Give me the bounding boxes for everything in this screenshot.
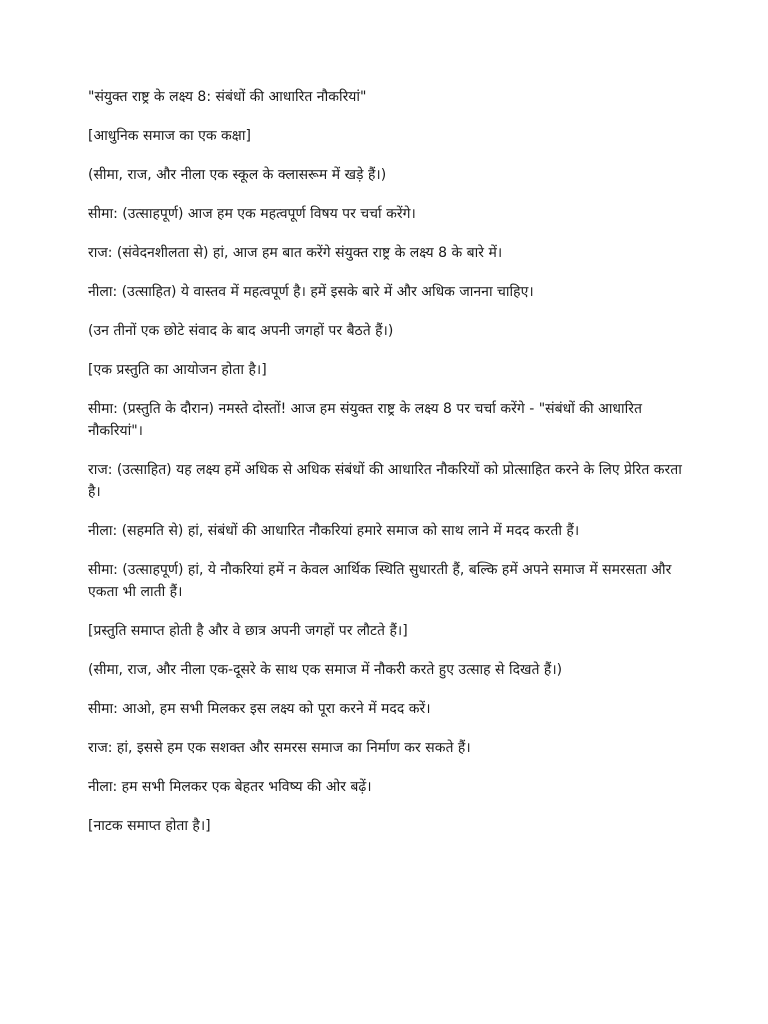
dialogue-line: राज: (उत्साहित) यह लक्ष्य हमें अधिक से अधिक संबंधों की आधारित नौकरियों को प्रोत्साहित करने के लिए प्रेरित करता है। [88,462,682,500]
dialogue-line: नीला: हम सभी मिलकर एक बेहतर भविष्य की ओर बढ़ें। [88,779,372,795]
stage-direction: [एक प्रस्तुति का आयोजन होता है।] [88,362,267,378]
dialogue-line: सीमा: (उत्साहपूर्ण) हां, ये नौकरियां हमें न केवल आर्थिक स्थिति सुधारती हैं, बल्कि हमें अपने समाज में समरसता और एकता भी लाती हैं। [88,562,672,600]
dialogue-line: सीमा: आओ, हम सभी मिलकर इस लक्ष्य को पूरा करने में मदद करें। [88,701,431,717]
dialogue-line: राज: (संवेदनशीलता से) हां, आज हम बात करेंगे संयुक्त राष्ट्र के लक्ष्य 8 के बारे में। [88,245,503,261]
dialogue-line: सीमा: (उत्साहपूर्ण) आज हम एक महत्वपूर्ण विषय पर चर्चा करेंगे। [88,206,416,222]
stage-direction: [नाटक समाप्त होता है।] [88,818,211,834]
dialogue-line: सीमा: (प्रस्तुति के दौरान) नमस्ते दोस्तों! आज हम संयुक्त राष्ट्र के लक्ष्य 8 पर चर्चा करेंगे - "संबंधों की आधारित नौकरियां"। [88,401,642,439]
stage-direction: [प्रस्तुति समाप्त होती है और वे छात्र अपनी जगहों पर लौटते हैं।] [88,623,408,639]
stage-direction: (सीमा, राज, और नीला एक-दूसरे के साथ एक समाज में नौकरी करते हुए उत्साह से दिखते हैं।) [88,662,563,678]
dialogue-line: नीला: (सहमति से) हां, संबंधों की आधारित नौकरियां हमारे समाज को साथ लाने में मदद करती हैं। [88,523,580,539]
dialogue-line: राज: हां, इससे हम एक सशक्त और समरस समाज का निर्माण कर सकते हैं। [88,740,471,756]
document-body [88,86,688,854]
stage-direction: (सीमा, राज, और नीला एक स्कूल के क्लासरूम में खड़े हैं।) [88,167,387,183]
dialogue-line: नीला: (उत्साहित) ये वास्तव में महत्वपूर्ण है। हमें इसके बारे में और अधिक जानना चाहिए। [88,284,534,300]
stage-direction: [आधुनिक समाज का एक कक्षा] [88,128,251,144]
stage-direction: (उन तीनों एक छोटे संवाद के बाद अपनी जगहों पर बैठते हैं।) [88,323,394,339]
document-title: "संयुक्त राष्ट्र के लक्ष्य 8: संबंधों की आधारित नौकरियां" [88,89,367,105]
